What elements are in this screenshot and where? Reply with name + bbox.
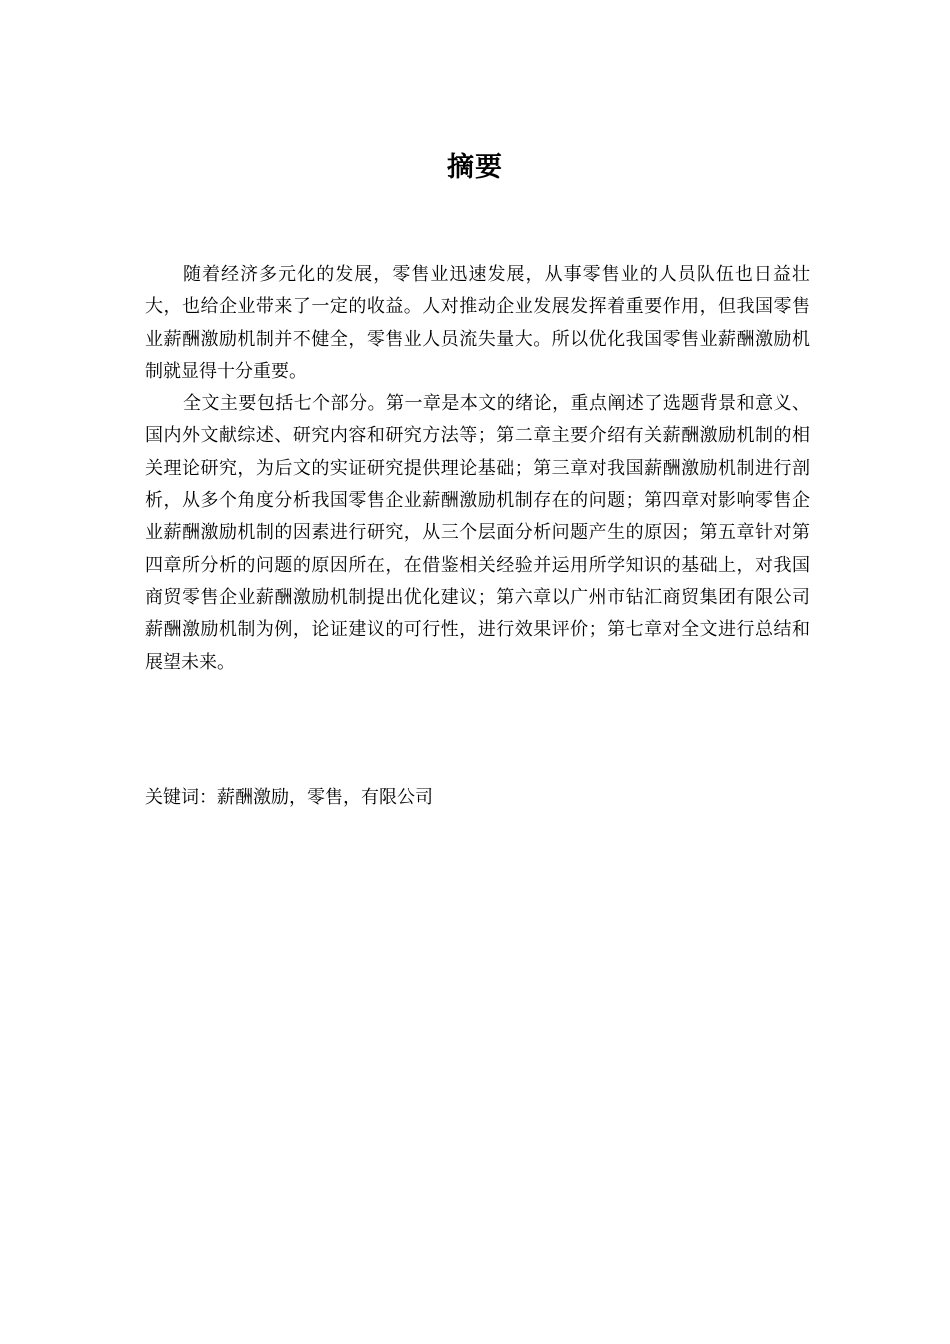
abstract-paragraph-1: 随着经济多元化的发展，零售业迅速发展，从事零售业的人员队伍也日益壮大，也给企业带来了一定的收益。人对推动企业发展发挥着重要作用，但我国零售业薪酬激励机制并不健全，零售业人员流失量大。所以优化我国零售业薪酬激励机制就显得十分重要。 [145,264,810,382]
keywords-line: 关键词：薪酬激励，零售，有限公司 [145,787,433,808]
abstract-paragraph-2: 全文主要包括七个部分。第一章是本文的绪论，重点阐述了选题背景和意义、国内外文献综述、研究内容和研究方法等；第二章主要介绍有关薪酬激励机制的相关理论研究，为后文的实证研究提供理论基础；第三章对我国薪酬激励机制进行剖析，从多个角度分析我国零售企业薪酬激励机制存在的问题；第四章对影响零售企业薪酬激励机制的因素进行研究，从三个层面分析问题产生的原因；第五章针对第四章所分析的问题的原因所在，在借鉴相关经验并运用所学知识的基础上，对我国商贸零售企业薪酬激励机制提出优化建议；第六章以广州市钻汇商贸集团有限公司薪酬激励机制为例，论证建议的可行性，进行效果评价；第七章对全文进行总结和展望未来。 [145,393,810,673]
abstract-body [145,259,810,679]
abstract-title: 摘要 [447,152,503,183]
